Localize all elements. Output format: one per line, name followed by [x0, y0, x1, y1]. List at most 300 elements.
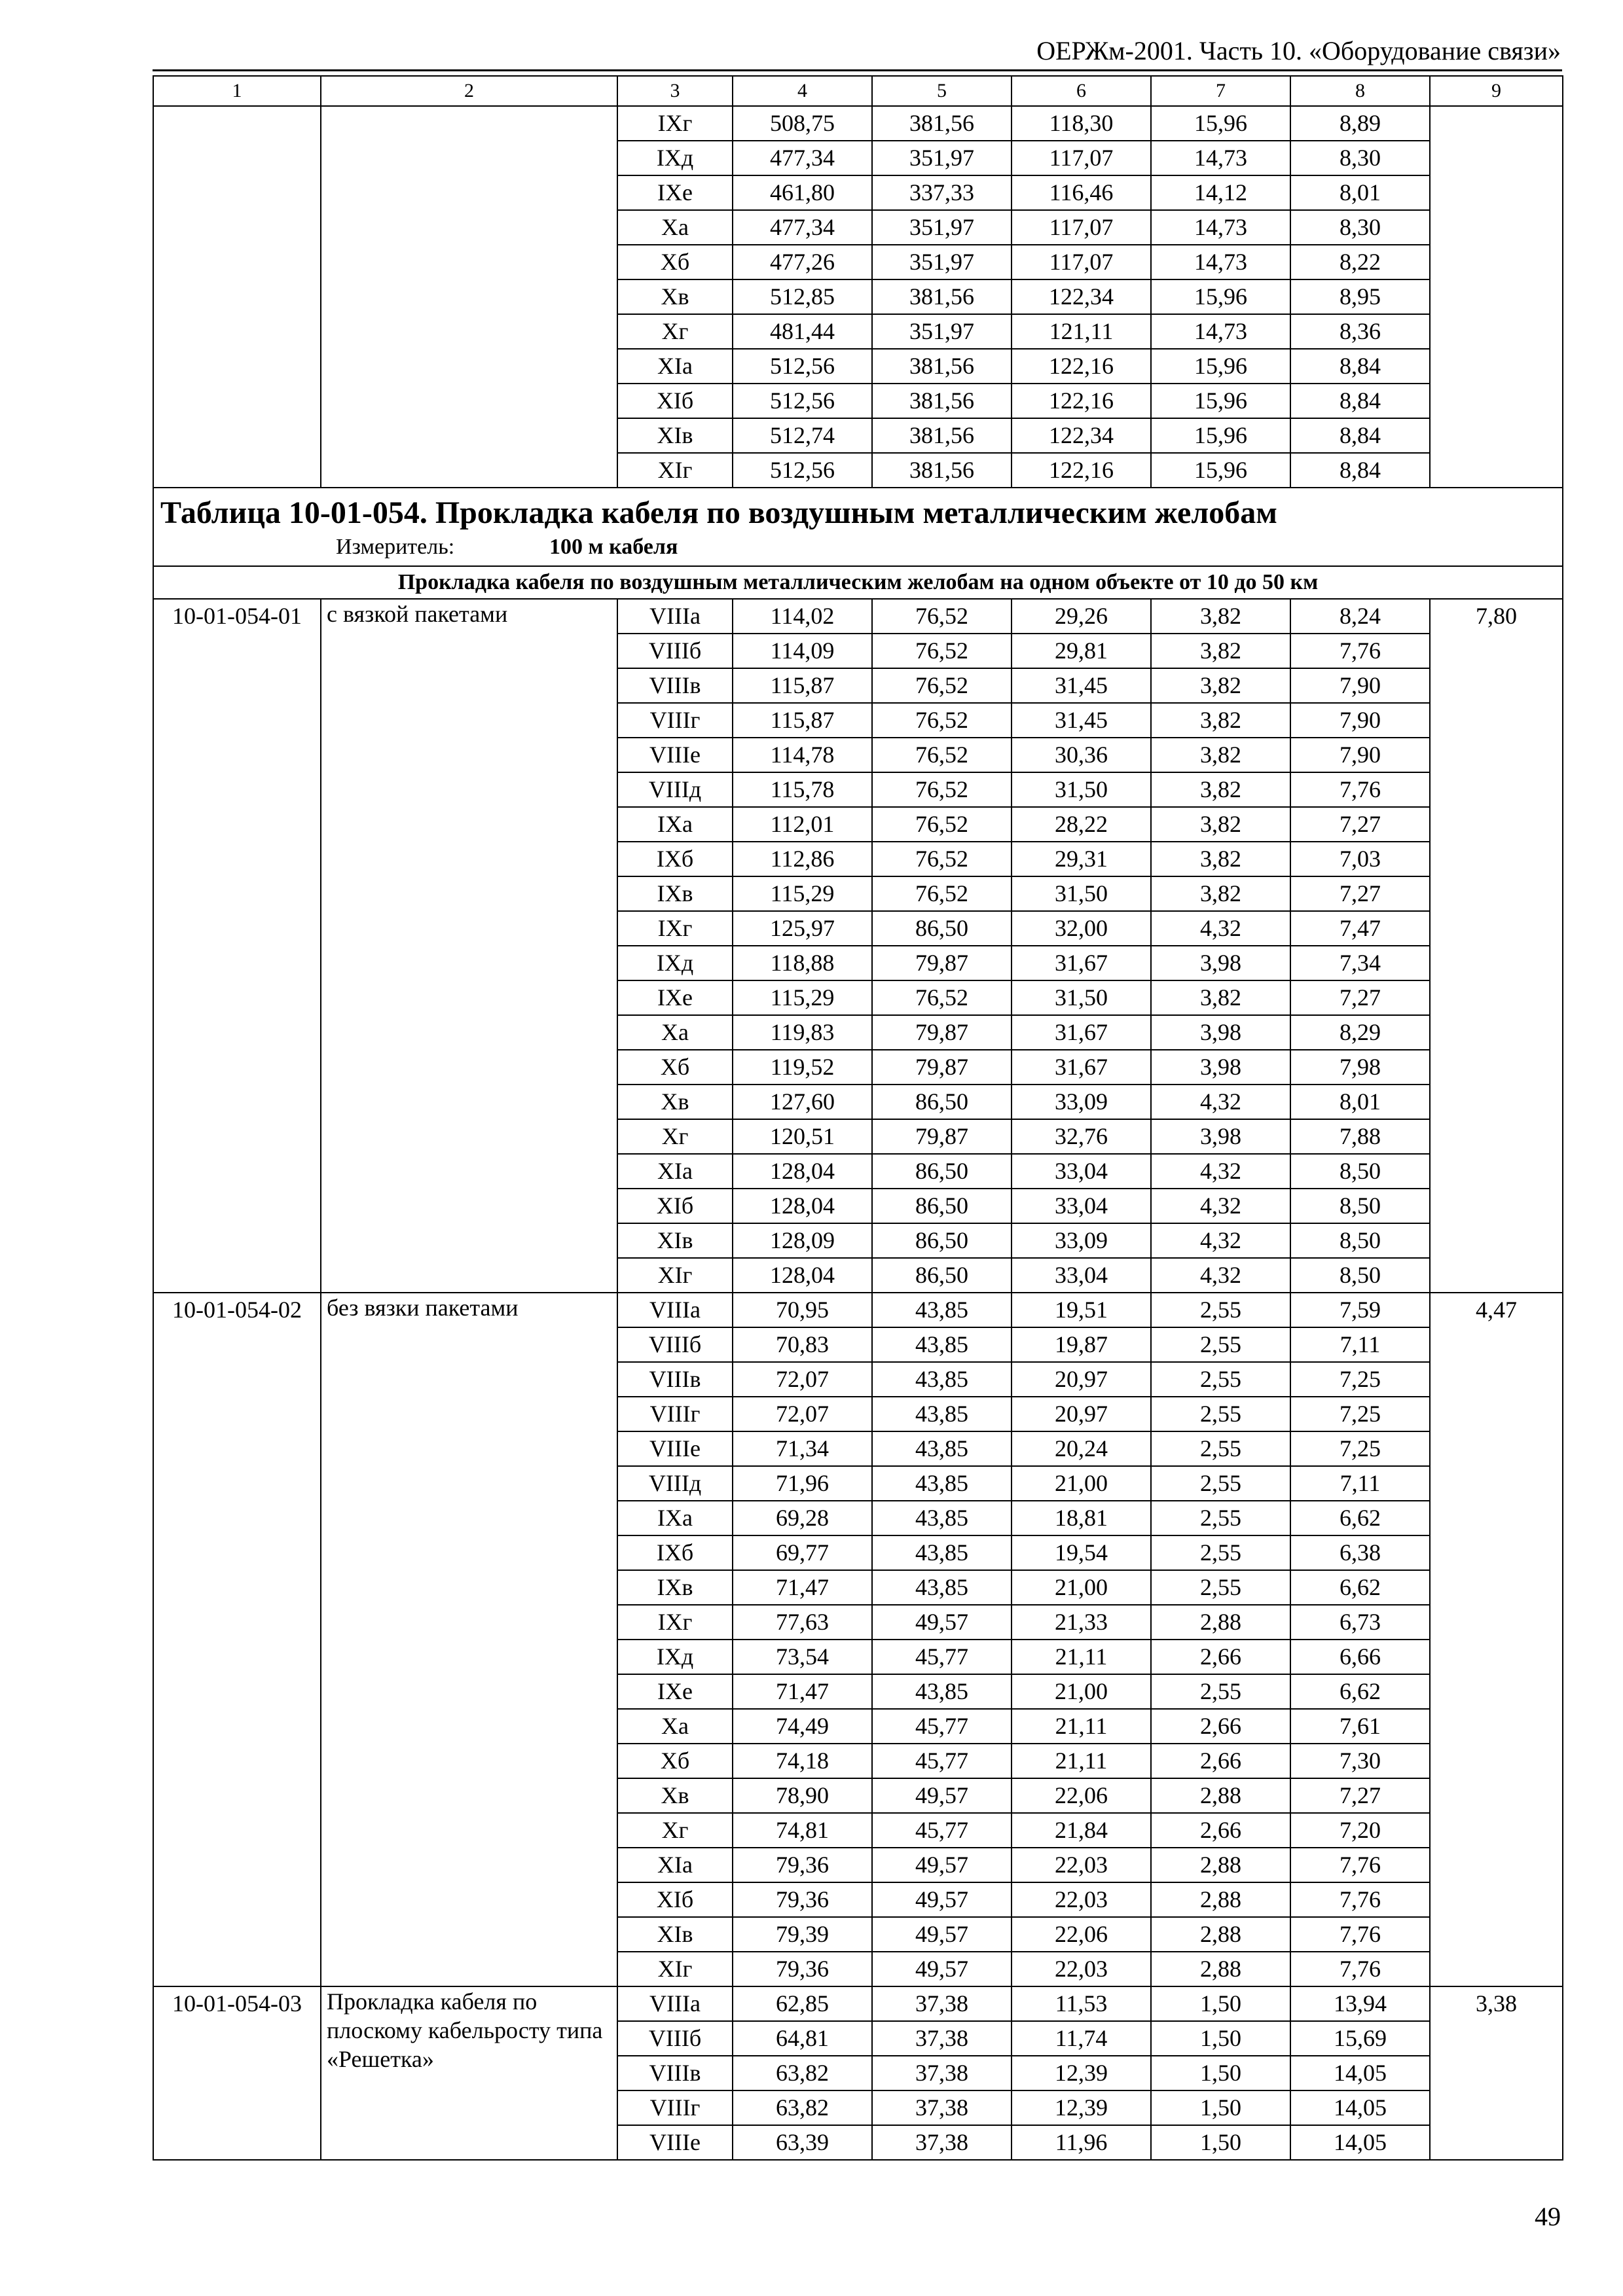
value-cell: 8,01: [1290, 1085, 1430, 1119]
condition-cell: Xг: [617, 314, 733, 349]
value-cell: 15,96: [1151, 453, 1290, 488]
value-cell: 117,07: [1012, 210, 1151, 245]
value-cell: 3,98: [1151, 946, 1290, 980]
value-cell: 20,24: [1012, 1431, 1151, 1466]
value-cell: 33,04: [1012, 1258, 1151, 1293]
value-cell: 76,52: [872, 807, 1012, 842]
value-cell: 115,87: [733, 668, 872, 703]
value-cell: 121,11: [1012, 314, 1151, 349]
value-cell: 8,29: [1290, 1015, 1430, 1050]
condition-cell: VIIIе: [617, 1431, 733, 1466]
value-cell: 2,55: [1151, 1535, 1290, 1570]
value-cell: 14,73: [1151, 314, 1290, 349]
value-cell: 2,66: [1151, 1744, 1290, 1778]
value-cell: 31,67: [1012, 946, 1151, 980]
value-cell: 45,77: [872, 1744, 1012, 1778]
value-cell: 4,32: [1151, 911, 1290, 946]
value-cell: 3,98: [1151, 1015, 1290, 1050]
value-cell: 2,55: [1151, 1466, 1290, 1501]
value-cell: 31,45: [1012, 703, 1151, 738]
value-cell: 118,30: [1012, 106, 1151, 141]
value-cell: 508,75: [733, 106, 872, 141]
value-cell: 15,69: [1290, 2021, 1430, 2056]
column-number-cell: 8: [1290, 76, 1430, 106]
value-cell: 127,60: [733, 1085, 872, 1119]
value-cell: 33,09: [1012, 1223, 1151, 1258]
value-cell: 30,36: [1012, 738, 1151, 772]
table-row: [153, 1293, 1563, 1327]
value-cell: 8,30: [1290, 141, 1430, 175]
value-cell: 70,83: [733, 1327, 872, 1362]
value-cell: 6,66: [1290, 1640, 1430, 1674]
value-cell: 115,87: [733, 703, 872, 738]
value-cell: 381,56: [872, 418, 1012, 453]
value-cell: 14,05: [1290, 2125, 1430, 2160]
value-cell: 74,49: [733, 1709, 872, 1744]
value-cell: 120,51: [733, 1119, 872, 1154]
condition-cell: IXе: [617, 1674, 733, 1709]
value-cell: 122,16: [1012, 349, 1151, 384]
column-number-cell: 5: [872, 76, 1012, 106]
value-cell: 43,85: [872, 1293, 1012, 1327]
value-cell: 512,85: [733, 279, 872, 314]
condition-cell: XIа: [617, 1848, 733, 1882]
table-title-row: [153, 488, 1563, 566]
value-cell: 76,52: [872, 599, 1012, 634]
value-cell: 1,50: [1151, 2125, 1290, 2160]
value-cell: 381,56: [872, 384, 1012, 418]
value-cell: 70,95: [733, 1293, 872, 1327]
running-header: ОЕРЖм-2001. Часть 10. «Оборудование связи»: [1036, 36, 1561, 65]
code-cell-empty: [153, 106, 321, 488]
value-cell: 32,76: [1012, 1119, 1151, 1154]
value-cell: 31,45: [1012, 668, 1151, 703]
value-cell: 122,16: [1012, 453, 1151, 488]
name-cell-empty: [321, 106, 617, 488]
value-cell: 11,53: [1012, 1986, 1151, 2021]
value-cell: 8,50: [1290, 1223, 1430, 1258]
value-cell: 76,52: [872, 668, 1012, 703]
value-cell: 19,51: [1012, 1293, 1151, 1327]
value-cell: 29,31: [1012, 842, 1151, 876]
table-row: [153, 599, 1563, 634]
value-cell: 33,04: [1012, 1154, 1151, 1189]
value-cell: 3,98: [1151, 1050, 1290, 1085]
condition-cell: IXб: [617, 1535, 733, 1570]
value-cell: 79,36: [733, 1848, 872, 1882]
value-cell: 72,07: [733, 1362, 872, 1397]
value-cell: 14,73: [1151, 141, 1290, 175]
value-cell: 1,50: [1151, 2056, 1290, 2090]
value-cell: 381,56: [872, 453, 1012, 488]
value-cell: 14,05: [1290, 2090, 1430, 2125]
value-cell: 115,78: [733, 772, 872, 807]
value-cell: 29,26: [1012, 599, 1151, 634]
value-cell: 76,52: [872, 703, 1012, 738]
condition-cell: IXд: [617, 1640, 733, 1674]
value-cell: 7,27: [1290, 980, 1430, 1015]
value-cell: 21,33: [1012, 1605, 1151, 1640]
condition-cell: VIIIг: [617, 2090, 733, 2125]
value-cell: 512,56: [733, 453, 872, 488]
value-cell: 14,73: [1151, 210, 1290, 245]
value-cell: 22,03: [1012, 1848, 1151, 1882]
value-cell: 8,01: [1290, 175, 1430, 210]
value-cell: 125,97: [733, 911, 872, 946]
value-cell: 4,32: [1151, 1085, 1290, 1119]
value-cell: 86,50: [872, 911, 1012, 946]
value-cell: 2,55: [1151, 1397, 1290, 1431]
condition-cell: Xа: [617, 210, 733, 245]
condition-cell: XIа: [617, 1154, 733, 1189]
value-cell: 79,36: [733, 1952, 872, 1986]
condition-cell: VIIIг: [617, 703, 733, 738]
value-cell: 114,09: [733, 634, 872, 668]
condition-cell: Xб: [617, 1050, 733, 1085]
value-cell: 8,84: [1290, 384, 1430, 418]
value-cell: 7,03: [1290, 842, 1430, 876]
value-cell: 2,55: [1151, 1327, 1290, 1362]
value-cell: 73,54: [733, 1640, 872, 1674]
value-cell: 3,82: [1151, 980, 1290, 1015]
value-cell: 381,56: [872, 349, 1012, 384]
value-cell: 76,52: [872, 876, 1012, 911]
value-cell: 481,44: [733, 314, 872, 349]
value-cell: 2,55: [1151, 1431, 1290, 1466]
value-cell: 4,32: [1151, 1258, 1290, 1293]
table-row: [153, 106, 1563, 141]
value-cell: 76,52: [872, 634, 1012, 668]
table-body: [153, 76, 1563, 2160]
value-cell: 351,97: [872, 245, 1012, 279]
value-cell: 14,73: [1151, 245, 1290, 279]
value-cell: 461,80: [733, 175, 872, 210]
value-cell: 21,00: [1012, 1466, 1151, 1501]
value-cell: 31,50: [1012, 980, 1151, 1015]
value-cell: 20,97: [1012, 1397, 1151, 1431]
value-cell: 116,46: [1012, 175, 1151, 210]
value-cell: 45,77: [872, 1813, 1012, 1848]
value-cell: 128,04: [733, 1258, 872, 1293]
header-rule: [153, 69, 1562, 71]
value-cell: 7,76: [1290, 634, 1430, 668]
condition-cell: IXв: [617, 1570, 733, 1605]
value-cell: 45,77: [872, 1640, 1012, 1674]
value-cell: 71,47: [733, 1570, 872, 1605]
value-cell: 79,87: [872, 946, 1012, 980]
value-cell: 3,82: [1151, 807, 1290, 842]
value-cell: 14,05: [1290, 2056, 1430, 2090]
value-cell: 22,03: [1012, 1882, 1151, 1917]
section-row: [153, 566, 1563, 599]
condition-cell: IXд: [617, 946, 733, 980]
value-cell: 119,83: [733, 1015, 872, 1050]
value-cell: 7,27: [1290, 876, 1430, 911]
value-cell: 3,98: [1151, 1119, 1290, 1154]
condition-cell: Xб: [617, 1744, 733, 1778]
value-cell: 117,07: [1012, 141, 1151, 175]
section-title: Прокладка кабеля по воздушным металлическим желобам на одном объекте от 10 до 50 км: [153, 566, 1563, 599]
column-number-cell: 9: [1430, 76, 1563, 106]
value-cell: 6,73: [1290, 1605, 1430, 1640]
value-cell: 43,85: [872, 1431, 1012, 1466]
value-cell: 128,04: [733, 1154, 872, 1189]
value-cell: 22,06: [1012, 1778, 1151, 1813]
value-cell: 15,96: [1151, 418, 1290, 453]
value-cell: 7,11: [1290, 1327, 1430, 1362]
condition-cell: XIг: [617, 1258, 733, 1293]
condition-cell: VIIIб: [617, 2021, 733, 2056]
value-cell: 20,97: [1012, 1362, 1151, 1397]
value-cell: 63,82: [733, 2090, 872, 2125]
condition-cell: XIа: [617, 349, 733, 384]
value-cell: 64,81: [733, 2021, 872, 2056]
extra-cell: 4,47: [1430, 1293, 1563, 1986]
condition-cell: Xг: [617, 1813, 733, 1848]
condition-cell: Xа: [617, 1015, 733, 1050]
condition-cell: IXа: [617, 807, 733, 842]
value-cell: 7,76: [1290, 772, 1430, 807]
value-cell: 1,50: [1151, 2021, 1290, 2056]
value-cell: 63,82: [733, 2056, 872, 2090]
value-cell: 2,66: [1151, 1813, 1290, 1848]
value-cell: 79,87: [872, 1050, 1012, 1085]
value-cell: 15,96: [1151, 384, 1290, 418]
value-cell: 71,47: [733, 1674, 872, 1709]
value-cell: 31,50: [1012, 772, 1151, 807]
value-cell: 13,94: [1290, 1986, 1430, 2021]
value-cell: 45,77: [872, 1709, 1012, 1744]
value-cell: 381,56: [872, 106, 1012, 141]
value-cell: 31,67: [1012, 1015, 1151, 1050]
value-cell: 21,11: [1012, 1640, 1151, 1674]
value-cell: 8,95: [1290, 279, 1430, 314]
value-cell: 49,57: [872, 1917, 1012, 1952]
value-cell: 31,67: [1012, 1050, 1151, 1085]
value-cell: 43,85: [872, 1362, 1012, 1397]
value-cell: 43,85: [872, 1501, 1012, 1535]
value-cell: 21,00: [1012, 1674, 1151, 1709]
value-cell: 37,38: [872, 2090, 1012, 2125]
value-cell: 11,74: [1012, 2021, 1151, 2056]
value-cell: 128,04: [733, 1189, 872, 1223]
value-cell: 86,50: [872, 1085, 1012, 1119]
value-cell: 76,52: [872, 738, 1012, 772]
value-cell: 7,76: [1290, 1848, 1430, 1882]
table-row: [153, 1986, 1563, 2021]
value-cell: 74,18: [733, 1744, 872, 1778]
norms-table: [153, 75, 1563, 2161]
condition-cell: XIг: [617, 1952, 733, 1986]
value-cell: 43,85: [872, 1535, 1012, 1570]
value-cell: 7,25: [1290, 1397, 1430, 1431]
value-cell: 1,50: [1151, 1986, 1290, 2021]
name-cell: без вязки пакетами: [321, 1293, 617, 1986]
value-cell: 477,34: [733, 141, 872, 175]
value-cell: 79,87: [872, 1119, 1012, 1154]
value-cell: 74,81: [733, 1813, 872, 1848]
code-cell: 10-01-054-02: [153, 1293, 321, 1986]
condition-cell: XIг: [617, 453, 733, 488]
value-cell: 7,90: [1290, 703, 1430, 738]
condition-cell: XIв: [617, 1223, 733, 1258]
condition-cell: IXг: [617, 1605, 733, 1640]
value-cell: 49,57: [872, 1605, 1012, 1640]
condition-cell: VIIIа: [617, 1293, 733, 1327]
condition-cell: XIб: [617, 1189, 733, 1223]
code-cell: 10-01-054-01: [153, 599, 321, 1293]
value-cell: 118,88: [733, 946, 872, 980]
value-cell: 2,55: [1151, 1674, 1290, 1709]
value-cell: 351,97: [872, 314, 1012, 349]
value-cell: 19,87: [1012, 1327, 1151, 1362]
value-cell: 477,26: [733, 245, 872, 279]
unit-label: Измеритель:: [336, 535, 455, 559]
condition-cell: VIIIд: [617, 772, 733, 807]
unit-line: [336, 533, 1556, 562]
value-cell: 6,38: [1290, 1535, 1430, 1570]
name-cell: Прокладка кабеля по плоскому кабельросту типа «Решетка»: [321, 1986, 617, 2160]
value-cell: 37,38: [872, 2125, 1012, 2160]
value-cell: 122,16: [1012, 384, 1151, 418]
value-cell: 7,59: [1290, 1293, 1430, 1327]
value-cell: 512,56: [733, 349, 872, 384]
value-cell: 29,81: [1012, 634, 1151, 668]
condition-cell: XIв: [617, 418, 733, 453]
unit-value: 100 м кабеля: [549, 535, 678, 559]
value-cell: 8,36: [1290, 314, 1430, 349]
condition-cell: VIIIд: [617, 1466, 733, 1501]
value-cell: 2,55: [1151, 1293, 1290, 1327]
value-cell: 49,57: [872, 1778, 1012, 1813]
value-cell: 28,22: [1012, 807, 1151, 842]
value-cell: 8,84: [1290, 349, 1430, 384]
value-cell: 8,89: [1290, 106, 1430, 141]
value-cell: 3,82: [1151, 842, 1290, 876]
value-cell: 3,82: [1151, 668, 1290, 703]
extra-cell: 3,38: [1430, 1986, 1563, 2160]
condition-cell: Xа: [617, 1709, 733, 1744]
value-cell: 7,25: [1290, 1431, 1430, 1466]
value-cell: 2,55: [1151, 1570, 1290, 1605]
condition-cell: VIIIе: [617, 2125, 733, 2160]
condition-cell: VIIIа: [617, 599, 733, 634]
value-cell: 115,29: [733, 876, 872, 911]
value-cell: 49,57: [872, 1882, 1012, 1917]
value-cell: 49,57: [872, 1952, 1012, 1986]
value-cell: 32,00: [1012, 911, 1151, 946]
value-cell: 12,39: [1012, 2056, 1151, 2090]
condition-cell: XIб: [617, 1882, 733, 1917]
value-cell: 71,96: [733, 1466, 872, 1501]
value-cell: 31,50: [1012, 876, 1151, 911]
value-cell: 7,76: [1290, 1917, 1430, 1952]
condition-cell: XIв: [617, 1917, 733, 1952]
value-cell: 86,50: [872, 1189, 1012, 1223]
value-cell: 381,56: [872, 279, 1012, 314]
value-cell: 7,25: [1290, 1362, 1430, 1397]
value-cell: 7,98: [1290, 1050, 1430, 1085]
value-cell: 114,78: [733, 738, 872, 772]
value-cell: 72,07: [733, 1397, 872, 1431]
value-cell: 78,90: [733, 1778, 872, 1813]
value-cell: 351,97: [872, 141, 1012, 175]
value-cell: 512,56: [733, 384, 872, 418]
condition-cell: IXд: [617, 141, 733, 175]
condition-cell: Xв: [617, 1085, 733, 1119]
value-cell: 15,96: [1151, 106, 1290, 141]
value-cell: 1,50: [1151, 2090, 1290, 2125]
condition-cell: IXг: [617, 106, 733, 141]
column-number-cell: 4: [733, 76, 872, 106]
value-cell: 15,96: [1151, 279, 1290, 314]
value-cell: 79,39: [733, 1917, 872, 1952]
column-number-row: [153, 76, 1563, 106]
value-cell: 8,24: [1290, 599, 1430, 634]
value-cell: 8,50: [1290, 1189, 1430, 1223]
value-cell: 79,36: [733, 1882, 872, 1917]
value-cell: 7,27: [1290, 807, 1430, 842]
value-cell: 7,34: [1290, 946, 1430, 980]
condition-cell: VIIIб: [617, 1327, 733, 1362]
value-cell: 2,88: [1151, 1952, 1290, 1986]
value-cell: 7,30: [1290, 1744, 1430, 1778]
column-number-cell: 6: [1012, 76, 1151, 106]
column-number-cell: 3: [617, 76, 733, 106]
value-cell: 3,82: [1151, 599, 1290, 634]
value-cell: 43,85: [872, 1466, 1012, 1501]
value-cell: 43,85: [872, 1327, 1012, 1362]
condition-cell: VIIIв: [617, 2056, 733, 2090]
value-cell: 3,82: [1151, 772, 1290, 807]
value-cell: 6,62: [1290, 1570, 1430, 1605]
condition-cell: VIIIв: [617, 1362, 733, 1397]
value-cell: 2,55: [1151, 1362, 1290, 1397]
value-cell: 43,85: [872, 1397, 1012, 1431]
value-cell: 7,47: [1290, 911, 1430, 946]
condition-cell: Xг: [617, 1119, 733, 1154]
value-cell: 2,66: [1151, 1709, 1290, 1744]
condition-cell: Xб: [617, 245, 733, 279]
value-cell: 11,96: [1012, 2125, 1151, 2160]
column-number-cell: 7: [1151, 76, 1290, 106]
page-number: 49: [1535, 2202, 1561, 2231]
condition-cell: IXе: [617, 980, 733, 1015]
value-cell: 77,63: [733, 1605, 872, 1640]
value-cell: 7,90: [1290, 668, 1430, 703]
value-cell: 62,85: [733, 1986, 872, 2021]
value-cell: 14,12: [1151, 175, 1290, 210]
value-cell: 6,62: [1290, 1501, 1430, 1535]
value-cell: 3,82: [1151, 738, 1290, 772]
value-cell: 114,02: [733, 599, 872, 634]
value-cell: 21,84: [1012, 1813, 1151, 1848]
condition-cell: VIIIб: [617, 634, 733, 668]
condition-cell: VIIIе: [617, 738, 733, 772]
value-cell: 76,52: [872, 980, 1012, 1015]
value-cell: 7,76: [1290, 1952, 1430, 1986]
value-cell: 37,38: [872, 1986, 1012, 2021]
value-cell: 122,34: [1012, 279, 1151, 314]
value-cell: 49,57: [872, 1848, 1012, 1882]
value-cell: 7,61: [1290, 1709, 1430, 1744]
value-cell: 2,88: [1151, 1605, 1290, 1640]
value-cell: 76,52: [872, 772, 1012, 807]
value-cell: 7,27: [1290, 1778, 1430, 1813]
value-cell: 76,52: [872, 842, 1012, 876]
value-cell: 512,74: [733, 418, 872, 453]
value-cell: 21,11: [1012, 1744, 1151, 1778]
